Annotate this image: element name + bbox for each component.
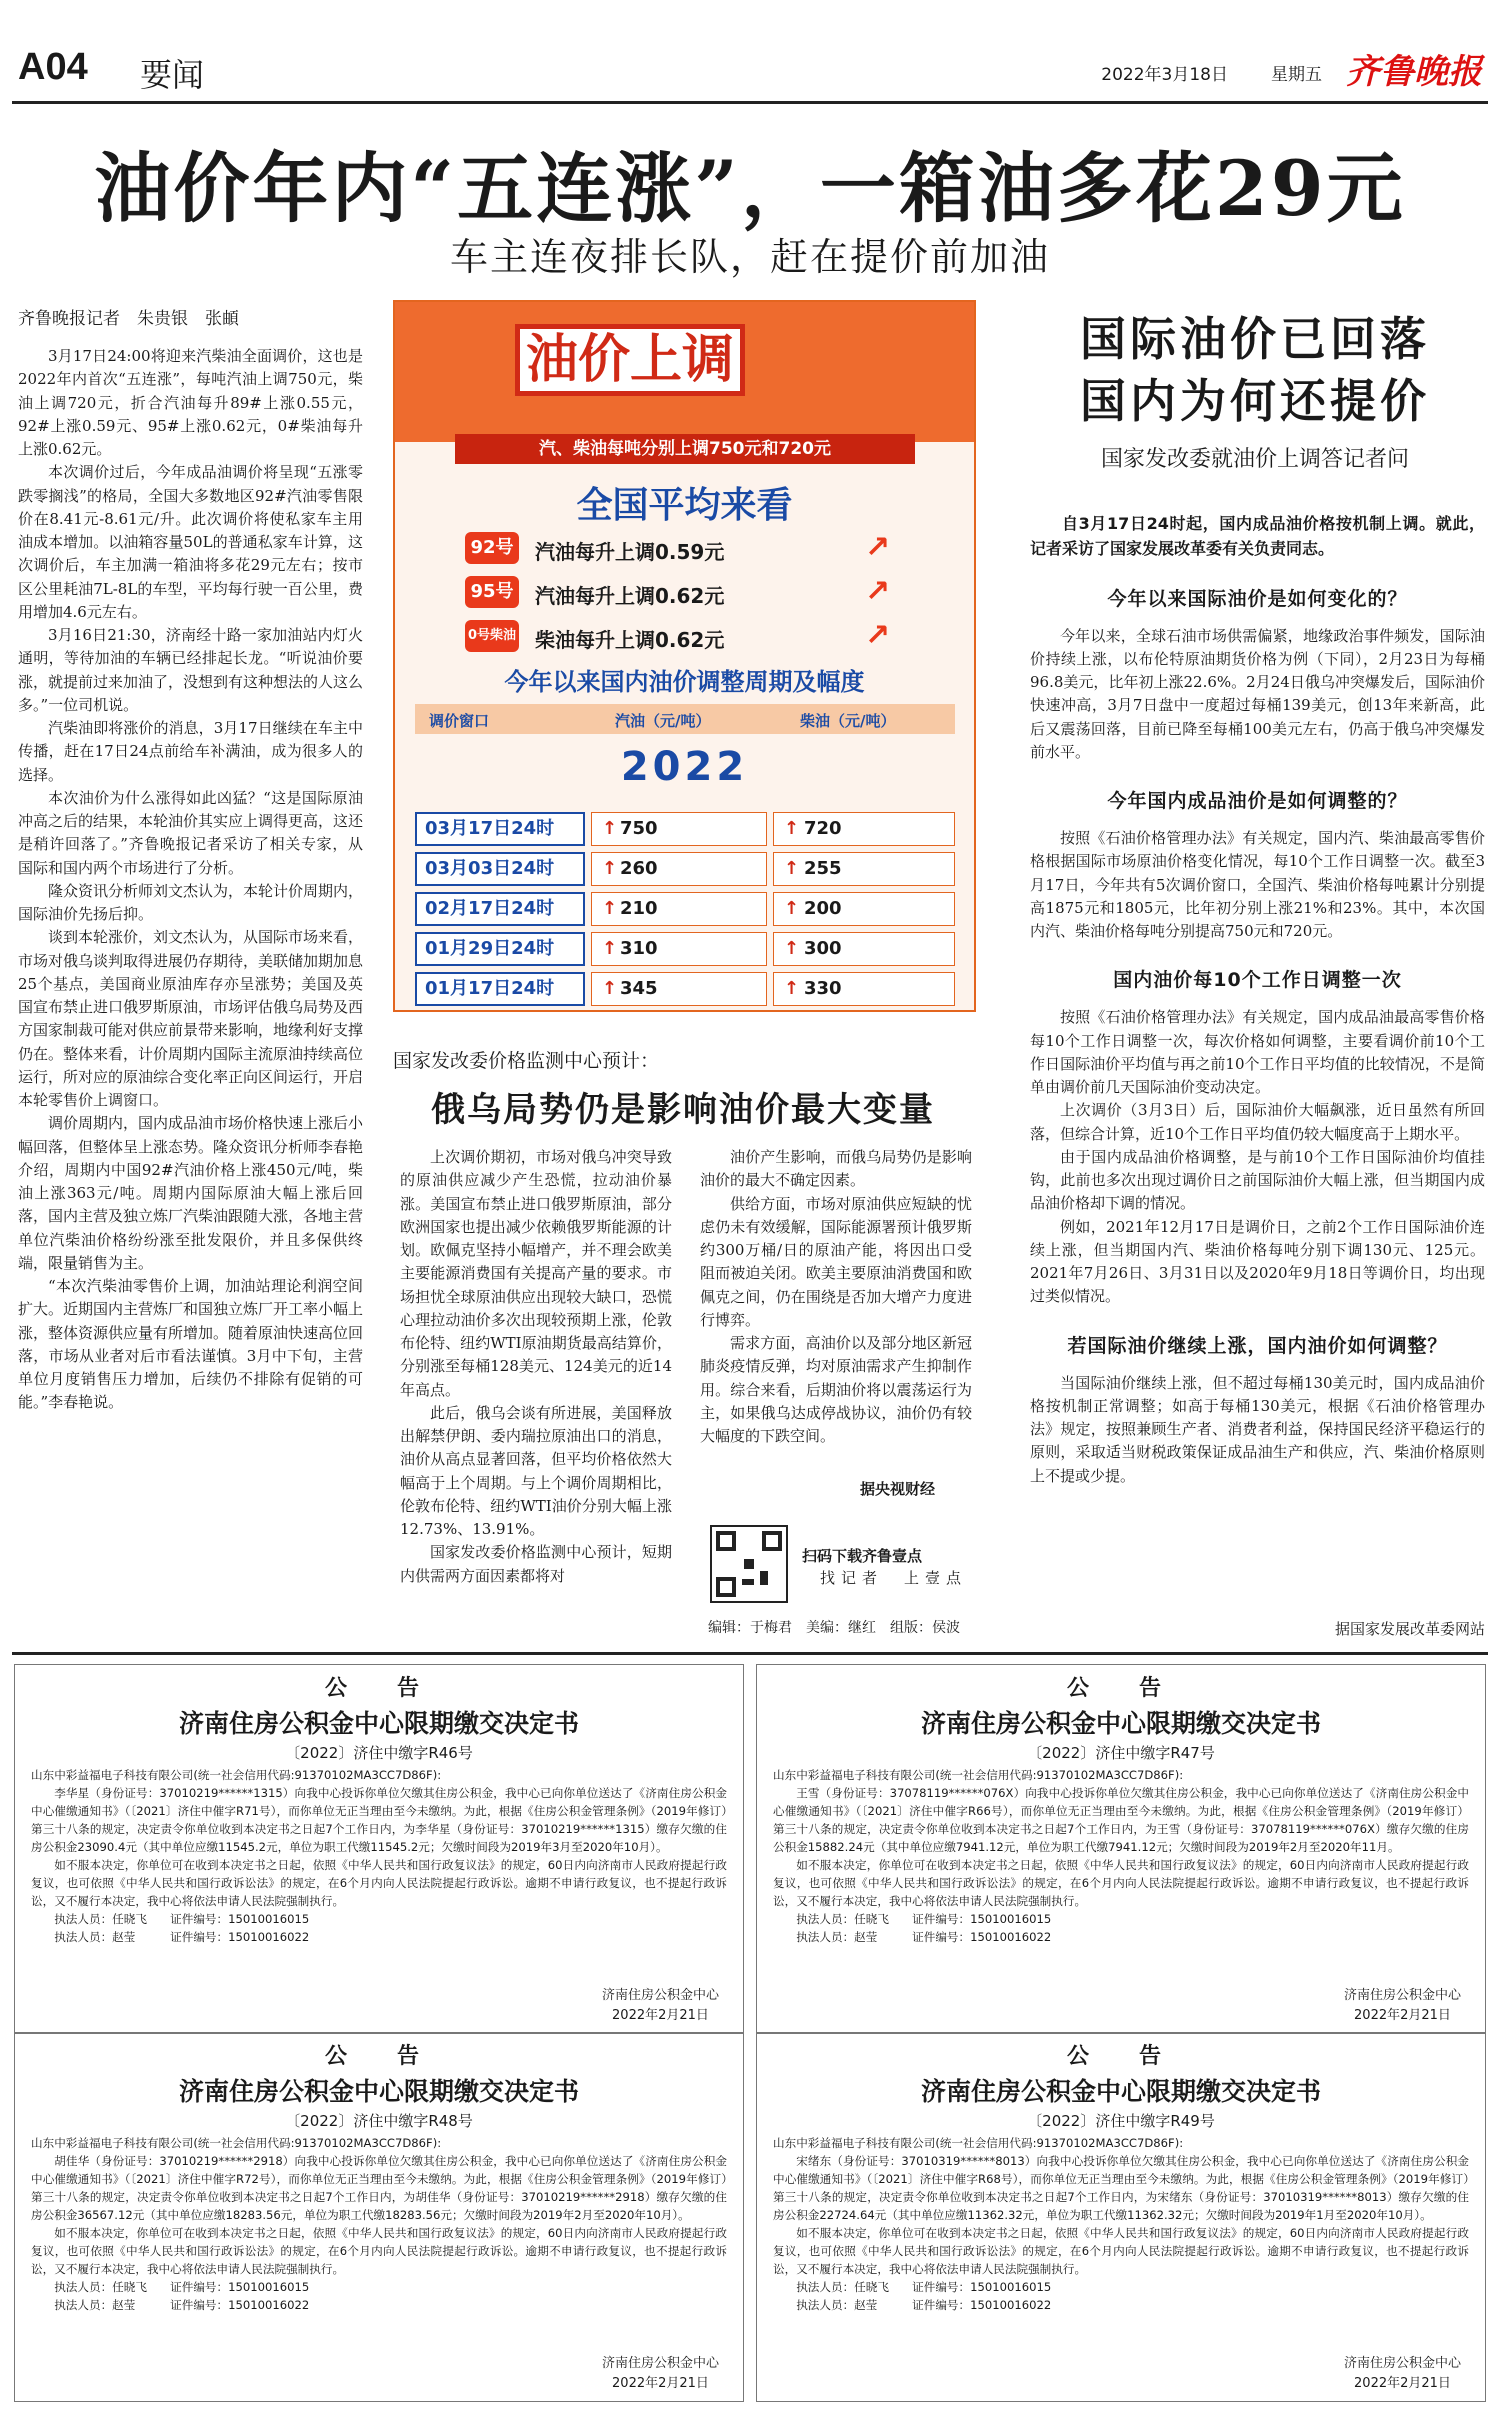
diesel-increase: ↑ 255 bbox=[773, 852, 955, 886]
paragraph: 3月16日21:30，济南经十路一家加油站内灯火通明，等待加油的车辆已经排起长龙。“听说油价要涨，就提前过来加油了，没想到有这种想法的人这么多。”一位司机说。 bbox=[18, 626, 363, 714]
right-source: 据国家发展改革委网站 bbox=[1334, 1620, 1485, 1638]
middle-credit: 据央视财经 bbox=[860, 1480, 936, 1498]
notice-date: 2022年2月21日 bbox=[612, 2007, 709, 2023]
notice-box bbox=[14, 2032, 744, 2402]
qr-code[interactable] bbox=[710, 1525, 788, 1603]
paragraph: 由于国内成品油价格调整，是与前10个工作日国际油价均值挂钩，此前也多次出现过调价日之前国际油价大幅上涨，但当期国内成品油价格却下调的情况。 bbox=[1030, 1147, 1485, 1213]
fuel-grade-badge: 92号 bbox=[465, 532, 519, 564]
notice-addressee: 山东中彩益福电子科技有限公司(统一社会信用代码:91370102MA3CC7D86F): bbox=[773, 2136, 1184, 2150]
enforcement-officer: 执法人员：任晓飞 证件编号：15010016015 bbox=[796, 2279, 1052, 2294]
right-lead: 自3月17日24时起，国内成品油价格按机制上调。就此，记者采访了国家发展改革委有关负责同志。 bbox=[1030, 514, 1485, 558]
notice-label: 公 告 bbox=[1066, 2044, 1175, 2069]
fuel-item bbox=[465, 530, 925, 568]
paragraph: 上次调价期初，市场对俄乌冲突导致的原油供应减少产生恐慌，拉动油价暴涨。美国宣布禁止进口俄罗斯原油，部分欧洲国家也提出减少依赖俄罗斯能源的计划。欧佩克坚持小幅增产，并不理会欧美主要能源消费国有关提高产量的要求。市场担忧全球原油供应出现较大缺口，恐慌心理拉动油价多次出现较预期上涨，伦敦布伦特、纽约WTI原油期货最高结算价，分别涨至每桶128美元、124美元的近14年高点。 bbox=[400, 1148, 672, 1399]
paragraph: 按照《石油价格管理办法》有关规定，国内汽、柴油最高零售价格根据国际市场原油价格变化情况，每10个工作日调整一次。截至3月17日，今年共有5次调价窗口，全国汽、柴油价格每吨累计分别提高1875元和1805元，比年初分别上涨21%和23%。其中，本次国内汽、柴油价格每吨分别提高750元和720元。 bbox=[1030, 829, 1485, 941]
notice-signature bbox=[602, 1986, 719, 2025]
infographic-headline: 全国平均来看 bbox=[576, 485, 793, 526]
gasoline-increase: ↑ 260 bbox=[591, 852, 767, 886]
paragraph: 隆众资讯分析师刘文杰认为，本轮计价周期内，国际油价先扬后抑。 bbox=[18, 881, 363, 923]
column-header: 调价窗口 bbox=[429, 712, 490, 730]
notice-number: 〔2022〕济住中缴字R47号 bbox=[1027, 1744, 1215, 1762]
editor-credits: 编辑：于梅君 美编：继红 组版：侯波 bbox=[708, 1620, 960, 1636]
enforcement-officer: 执法人员：任晓飞 证件编号：15010016015 bbox=[54, 1911, 310, 1926]
main-subheadline: 车主连夜排长队，赶在提价前加油 bbox=[449, 235, 1050, 279]
notice-signature bbox=[1344, 1986, 1461, 2025]
table-year: 2022 bbox=[620, 744, 749, 790]
notice-box bbox=[756, 2032, 1486, 2402]
paragraph: 此后，俄乌会谈有所进展，美国释放出解禁伊朗、委内瑞拉原油出口的消息，油价从高点显著回落，但平均价格依然大幅高于上个周期。与上个调价周期相比，伦敦布伦特、纽约WTI油价分别大幅上涨12.73%、13.91%。 bbox=[400, 1403, 672, 1538]
notice-body bbox=[31, 2135, 727, 2315]
section-question: 若国际油价继续上涨，国内油价如何调整？ bbox=[1067, 1334, 1448, 1357]
notice-title: 济南住房公积金中心限期缴交决定书 bbox=[920, 2077, 1321, 2106]
paragraph: 汽柴油即将涨价的消息，3月17日继续在车主中传播，赶在17日24点前给车补满油，成为很多人的选择。 bbox=[18, 719, 363, 784]
paragraph: 上次调价（3月3日）后，国际油价大幅飙涨，近日虽然有所回落，但综合计算，近10个工作日平均值仍较大幅度高于上期水平。 bbox=[1030, 1101, 1485, 1143]
notice-number: 〔2022〕济住中缴字R48号 bbox=[285, 2112, 473, 2130]
paragraph: 如不服本决定，你单位可在收到本决定书之日起，依照《中华人民共和国行政复议法》的规定，60日内向济南市人民政府提起行政复议，也可依照《中华人民共和国行政诉讼法》的规定，在6个月内向人民法院提起行政诉讼。逾期不申请行政复议，也不提起行政诉讼，又不履行本决定，我中心将依法申请人民法院强制执行。 bbox=[31, 2225, 727, 2276]
fuel-increase-text: 汽油每升上调0.62元 bbox=[535, 584, 725, 608]
enforcement-officer: 执法人员：赵莹 证件编号：15010016022 bbox=[54, 2297, 310, 2312]
right-headline-block bbox=[1045, 308, 1465, 473]
infographic-subtitle: 汽、柴油每吨分别上调750元和720元 bbox=[455, 434, 915, 464]
row-date: 03月03日24时 bbox=[415, 852, 585, 886]
right-subhead: 国家发改委就油价上调答记者问 bbox=[1100, 447, 1409, 473]
paragraph: “本次汽柴油零售价上调，加油站理论利润空间扩大。近期国内主营炼厂和国独立炼厂开工率小幅上涨，整体资源供应量有所增加。随着原油快速高位回落，市场从业者对后市看法谨慎。3月中下旬，主营单位月度销售压力增加，后续仍不排除有促销的可能。”李春艳说。 bbox=[18, 1277, 363, 1412]
notice-title: 济南住房公积金中心限期缴交决定书 bbox=[920, 1709, 1321, 1738]
section-question: 今年以来国际油价是如何变化的？ bbox=[1107, 587, 1408, 610]
up-arrow-icon: ↗ bbox=[865, 530, 891, 565]
paragraph: 胡佳华（身份证号：37010219******2918）向我中心投诉你单位欠缴其住房公积金，我中心已向你单位送达了《济南住房公积金中心催缴通知书》（〔2021〕济住中催字R72号），而你单位无正当理由至今未缴纳。为此，根据《住房公积金管理条例》（2019年修订）第三十八条的规定，决定责令你单位收到本决定书之日起7个工作日内，为胡佳华（身份证号：37010219******2918）缴存欠缴的住房公积金36567.12元（其中单位应缴18283.56元，单位为职工代缴18283.56元；欠缴时间段为2019年2月至2020年10月）。 bbox=[31, 2153, 727, 2222]
notice-date: 2022年2月21日 bbox=[1354, 2007, 1451, 2023]
issuing-organization: 济南住房公积金中心 bbox=[1343, 1988, 1461, 2003]
middle-headline: 俄乌局势仍是影响油价最大变量 bbox=[431, 1090, 935, 1130]
notice-addressee: 山东中彩益福电子科技有限公司(统一社会信用代码:91370102MA3CC7D86F): bbox=[31, 2136, 442, 2150]
notice-number: 〔2022〕济住中缴字R49号 bbox=[1027, 2112, 1215, 2130]
enforcement-officer: 执法人员：任晓飞 证件编号：15010016015 bbox=[796, 1911, 1052, 1926]
section-question: 国内油价每10个工作日调整一次 bbox=[1113, 969, 1402, 992]
middle-kicker: 国家发改委价格监测中心预计： bbox=[393, 1050, 660, 1072]
table-header bbox=[415, 704, 955, 734]
notice-body bbox=[773, 2135, 1469, 2315]
right-headline-line1: 国际油价已回落 bbox=[1080, 312, 1430, 366]
notice-title: 济南住房公积金中心限期缴交决定书 bbox=[178, 1709, 579, 1738]
column-header: 柴油（元/吨） bbox=[800, 712, 896, 730]
issuing-organization: 济南住房公积金中心 bbox=[601, 2356, 719, 2371]
notice-date: 2022年2月21日 bbox=[1354, 2375, 1451, 2391]
middle-article-column-2 bbox=[700, 1146, 972, 1491]
enforcement-officer: 执法人员：赵莹 证件编号：15010016022 bbox=[54, 1929, 310, 1944]
notice-signature bbox=[1344, 2354, 1461, 2393]
notice-box bbox=[14, 1664, 744, 2034]
paragraph: 调价周期内，国内成品油市场价格快速上涨后小幅回落，但整体呈上涨态势。隆众资讯分析师李春艳介绍，周期内中国92#汽油价格上涨450元/吨，柴油上涨363元/吨。周期内国际原油大幅上涨后回落，国内主营及独立炼厂汽柴油跟随大涨，各地主营单位汽柴油价格纷纷涨至批发限价，并且多保供终端，限量销售为主。 bbox=[18, 1114, 363, 1272]
up-arrow-icon: ↗ bbox=[865, 618, 891, 653]
notice-label: 公 告 bbox=[324, 2044, 433, 2069]
notice-label: 公 告 bbox=[324, 1676, 433, 1701]
diesel-increase: ↑ 200 bbox=[773, 892, 955, 926]
fuel-increase-text: 柴油每升上调0.62元 bbox=[535, 628, 725, 652]
enforcement-officer: 执法人员：任晓飞 证件编号：15010016015 bbox=[54, 2279, 310, 2294]
notice-title: 济南住房公积金中心限期缴交决定书 bbox=[178, 2077, 579, 2106]
table-row bbox=[415, 972, 955, 1006]
qr-caption: 扫码下载齐鲁壹点 bbox=[802, 1547, 923, 1565]
issuing-organization: 济南住房公积金中心 bbox=[1343, 2356, 1461, 2371]
row-date: 03月17日24时 bbox=[415, 812, 585, 846]
issuing-organization: 济南住房公积金中心 bbox=[601, 1988, 719, 2003]
notice-number: 〔2022〕济住中缴字R46号 bbox=[285, 1744, 473, 1762]
paragraph: 3月17日24:00将迎来汽柴油全面调价，这也是2022年内首次“五连涨”，每吨汽油上调750元，柴油上调720元，折合汽油每升89#上涨0.55元，92#上涨0.59元、95#上涨0.62元，0#柴油每升上涨0.62元。 bbox=[18, 347, 363, 458]
diesel-increase: ↑ 330 bbox=[773, 972, 955, 1006]
notice-signature bbox=[602, 2354, 719, 2393]
gasoline-increase: ↑ 210 bbox=[591, 892, 767, 926]
section-divider bbox=[12, 1652, 1488, 1655]
paragraph: 供给方面，市场对原油供应短缺的忧虑仍未有效缓解，国际能源署预计俄罗斯约300万桶/日的原油产能，将因出口受阻而被迫关闭。欧美主要原油消费国和欧佩克之间，仍在围绕是否加大增产力度进行博弈。 bbox=[700, 1194, 972, 1329]
up-arrow-icon: ↗ bbox=[865, 574, 891, 609]
gasoline-increase: ↑ 345 bbox=[591, 972, 767, 1006]
paragraph: 今年以来，全球石油市场供需偏紧，地缘政治事件频发，国际油价持续上涨，以布伦特原油期货价格为例（下同），2月23日为每桶96.8美元，比年初上涨22.6%。2月24日俄乌冲突爆发后，国际油价快速冲高，3月7日盘中一度超过每桶139美元，创13年来新高，此后又震荡回落，目前已降至每桶100美元左右，仍高于俄乌冲突爆发前水平。 bbox=[1030, 626, 1485, 761]
left-article-column bbox=[18, 345, 363, 1645]
paragraph: 本次调价过后，今年成品油调价将呈现“五涨零跌零搁浅”的格局，全国大多数地区92#汽油零售限价在8.41元-8.61元/升。此次调价将使私家车主用油成本增加。以油箱容量50L的普通私家车计算，这次调价后，车主加满一箱油将多花29元左右；按市区公里耗油7L-8L的车型，平均每行驶一百公里，费用增加4.6元左右。 bbox=[18, 463, 363, 621]
paragraph: 李华星（身份证号：37010219******1315）向我中心投诉你单位欠缴其住房公积金，我中心已向你单位送达了《济南住房公积金中心催缴通知书》（〔2021〕济住中催字R71号），而你单位无正当理由至今未缴纳。为此，根据《住房公积金管理条例》（2019年修订）第三十八条的规定，决定责令你单位收到本决定书之日起7个工作日内，为李华星（身份证号：37010219******1315）缴存欠缴的住房公积金23090.4元（其中单位应缴11545.2元，单位为职工代缴11545.2元；欠缴时间段为2019年3月至2020年10月）。 bbox=[31, 1785, 727, 1854]
table-title: 今年以来国内油价调整周期及幅度 bbox=[504, 668, 865, 696]
table-row bbox=[415, 812, 955, 846]
paragraph: 本次油价为什么涨得如此凶猛？“这是国际原油冲高之后的结果，本轮油价其实应上调得更高，这还是稍许回落了。”齐鲁晚报记者采访了相关专家，从国际和国内两个市场进行了分析。 bbox=[18, 788, 363, 877]
middle-article-column-1 bbox=[400, 1146, 672, 1651]
paragraph: 按照《石油价格管理办法》有关规定，国内成品油最高零售价格每10个工作日调整一次，每次价格如何调整，主要看调价前10个工作日国际油价平均值与再之前10个工作日平均值的比较情况，不是简单由调价前几天国际油价变动决定。 bbox=[1030, 1008, 1485, 1097]
table-row bbox=[415, 892, 955, 926]
right-headline-line2: 国内为何还提价 bbox=[1080, 374, 1430, 429]
fuel-grade-badge: 95号 bbox=[465, 576, 519, 608]
section-question: 今年国内成品油价是如何调整的？ bbox=[1107, 790, 1408, 813]
paragraph: 国家发改委价格监测中心预计，短期内供需两方面因素都将对 bbox=[400, 1543, 672, 1585]
notice-addressee: 山东中彩益福电子科技有限公司(统一社会信用代码:91370102MA3CC7D86F): bbox=[773, 1768, 1184, 1782]
gasoline-increase: ↑ 310 bbox=[591, 932, 767, 966]
notice-body bbox=[773, 1767, 1469, 1947]
enforcement-officer: 执法人员：赵莹 证件编号：15010016022 bbox=[796, 2297, 1052, 2312]
fuel-increase-text: 汽油每升上调0.59元 bbox=[535, 540, 725, 564]
row-date: 02月17日24时 bbox=[415, 892, 585, 926]
page-number: A04 bbox=[18, 46, 88, 88]
notice-body bbox=[31, 1767, 727, 1947]
issue-date: 2022年3月18日 bbox=[1101, 65, 1228, 85]
paragraph: 如不服本决定，你单位可在收到本决定书之日起，依照《中华人民共和国行政复议法》的规定，60日内向济南市人民政府提起行政复议，也可依照《中华人民共和国行政诉讼法》的规定，在6个月内向人民法院提起行政诉讼。逾期不申请行政复议，也不提起行政诉讼，又不履行本决定，我中心将依法申请人民法院强制执行。 bbox=[773, 2225, 1469, 2276]
qr-caption-secondary: 找记者 上壹点 bbox=[820, 1569, 968, 1587]
paragraph: 需求方面，高油价以及部分地区新冠肺炎疫情反弹，均对原油需求产生抑制作用。综合来看，后期油价将以震荡运行为主，如果俄乌达成停战协议，油价仍有较大幅度的下跌空间。 bbox=[700, 1334, 972, 1445]
byline: 齐鲁晚报记者 朱贵银 张頔 bbox=[18, 309, 239, 329]
right-article-column bbox=[1030, 512, 1485, 1637]
gasoline-increase: ↑ 750 bbox=[591, 812, 767, 846]
row-date: 01月17日24时 bbox=[415, 972, 585, 1006]
notice-date: 2022年2月21日 bbox=[612, 2375, 709, 2391]
paragraph: 谈到本轮涨价，刘文杰认为，从国际市场来看，市场对俄乌谈判取得进展仍存期待，美联储加期加息25个基点，美国商业原油库存亦呈涨势；美国及英国宣布禁止进口俄罗斯原油，市场评估俄乌局势及西方国家制裁可能对供应前景带来影响，地缘利好支撑仍在。整体来看，计价周期内国际主流原油持续高位运行，所对应的原油综合变化率正向区间运行，开启本轮零售价上调窗口。 bbox=[18, 928, 363, 1109]
notice-label: 公 告 bbox=[1066, 1676, 1175, 1701]
page-header bbox=[12, 44, 1488, 104]
row-date: 01月29日24时 bbox=[415, 932, 585, 966]
paragraph: 如不服本决定，你单位可在收到本决定书之日起，依照《中华人民共和国行政复议法》的规定，60日内向济南市人民政府提起行政复议，也可依照《中华人民共和国行政诉讼法》的规定，在6个月内向人民法院提起行政诉讼。逾期不申请行政复议，也不提起行政诉讼，又不履行本决定，我中心将依法申请人民法院强制执行。 bbox=[31, 1857, 727, 1908]
issue-weekday: 星期五 bbox=[1271, 65, 1322, 85]
paragraph: 如不服本决定，你单位可在收到本决定书之日起，依照《中华人民共和国行政复议法》的规定，60日内向济南市人民政府提起行政复议，也可依照《中华人民共和国行政诉讼法》的规定，在6个月内向人民法院提起行政诉讼。逾期不申请行政复议，也不提起行政诉讼，又不履行本决定，我中心将依法申请人民法院强制执行。 bbox=[773, 1857, 1469, 1908]
paragraph: 油价产生影响，而俄乌局势仍是影响油价的最大不确定因素。 bbox=[700, 1148, 972, 1190]
table-row bbox=[415, 932, 955, 966]
fuel-item bbox=[465, 574, 925, 612]
column-header: 汽油（元/吨） bbox=[615, 712, 711, 730]
notice-addressee: 山东中彩益福电子科技有限公司(统一社会信用代码:91370102MA3CC7D86F): bbox=[31, 1768, 442, 1782]
diesel-increase: ↑ 300 bbox=[773, 932, 955, 966]
diesel-increase: ↑ 720 bbox=[773, 812, 955, 846]
section-name: 要闻 bbox=[140, 56, 205, 94]
paragraph: 当国际油价继续上涨，但不超过每桶130美元时，国内成品油价格按机制正常调整；如高于每桶130美元，根据《石油价格管理办法》规定，按照兼顾生产者、消费者利益，保持国民经济平稳运行的原则，采取适当财税政策保证成品油生产和供应，汽、柴油价格原则上不提或少提。 bbox=[1030, 1373, 1485, 1485]
fuel-grade-badge: 0号柴油 bbox=[465, 620, 519, 652]
table-row bbox=[415, 852, 955, 886]
main-headline: 油价年内“五连涨”，一箱油多花29元 bbox=[94, 144, 1406, 233]
paragraph: 例如，2021年12月17日是调价日，之前2个工作日国际油价连续上涨，但当期国内汽、柴油价格每吨分别下调130元、125元。2021年7月26日、3月31日以及2020年9月18日等调价日，均出现过类似情况。 bbox=[1030, 1217, 1485, 1306]
notice-box bbox=[756, 1664, 1486, 2034]
enforcement-officer: 执法人员：赵莹 证件编号：15010016022 bbox=[796, 1929, 1052, 1944]
paragraph: 宋绪东（身份证号：37010319******8013）向我中心投诉你单位欠缴其住房公积金，我中心已向你单位送达了《济南住房公积金中心催缴通知书》（〔2021〕济住中催字R68号），而你单位无正当理由至今未缴纳。为此，根据《住房公积金管理条例》（2019年修订）第三十八条的规定，决定责令你单位收到本决定书之日起7个工作日内，为宋绪东（身份证号：37010319******8013）缴存欠缴的住房公积金22724.64元（其中单位应缴11362.32元，单位为职工代缴11362.32元；欠缴时间段为2019年1月至2020年10月）。 bbox=[773, 2153, 1469, 2222]
oil-price-infographic bbox=[393, 300, 976, 1012]
paragraph: 王雪（身份证号：37078119******076X）向我中心投诉你单位欠缴其住房公积金，我中心已向你单位送达了《济南住房公积金中心催缴通知书》（〔2021〕济住中催字R66号），而你单位无正当理由至今未缴纳。为此，根据《住房公积金管理条例》（2019年修订）第三十八条的规定，决定责令你单位收到本决定书之日起7个工作日内，为王雪（身份证号：37078119******076X）缴存欠缴的住房公积金15882.24元（其中单位应缴7941.12元，单位为职工代缴7941.12元；欠缴时间段为2019年2月至2020年11月。 bbox=[773, 1785, 1469, 1854]
newspaper-logo: 齐鲁晚报 bbox=[1346, 52, 1482, 92]
fuel-item bbox=[465, 618, 925, 656]
infographic-title: 油价上调 bbox=[515, 324, 745, 396]
